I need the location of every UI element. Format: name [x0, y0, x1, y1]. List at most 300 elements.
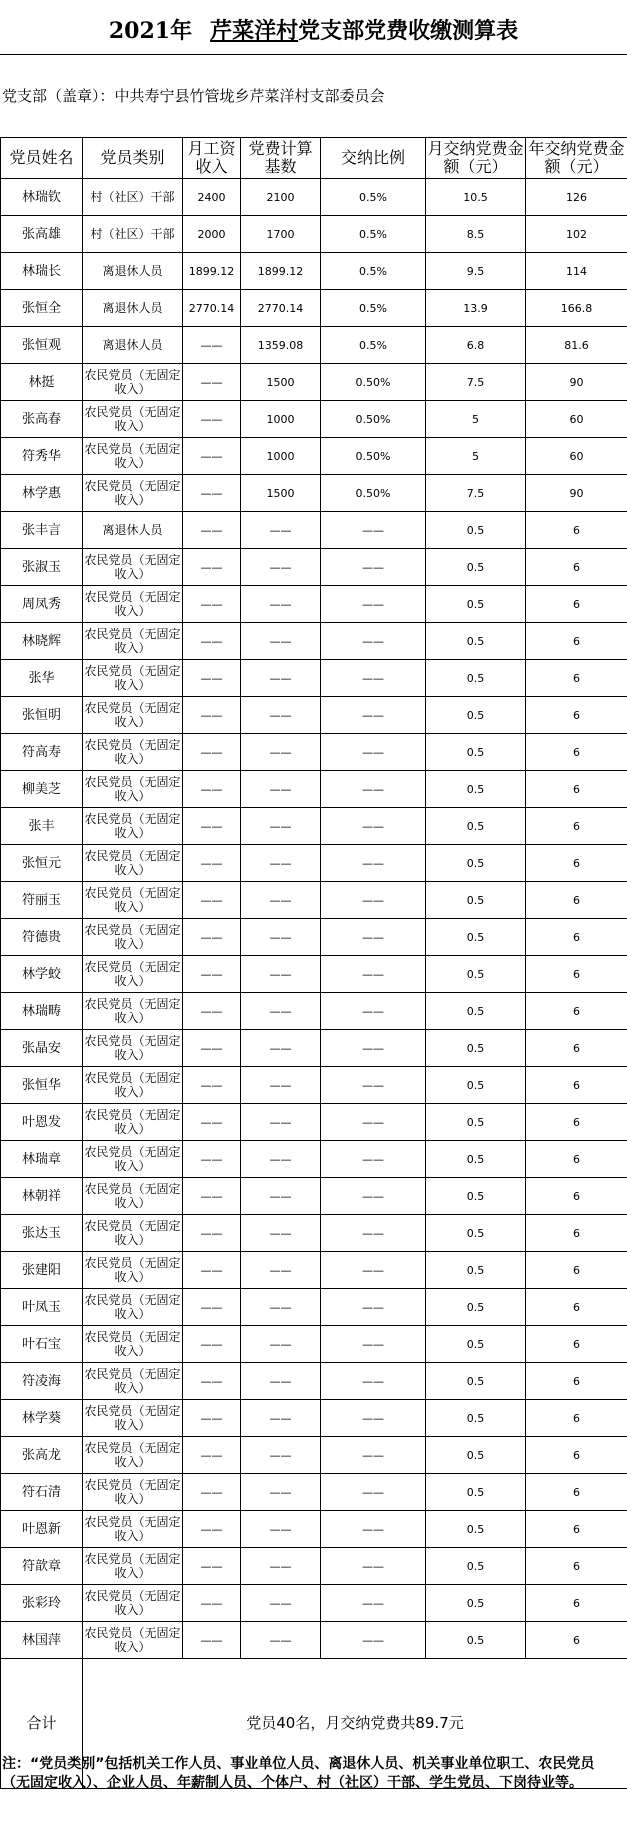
- monthly-fee: 0.5: [426, 549, 526, 586]
- monthly-income: ——: [183, 1437, 241, 1474]
- monthly-fee: 0.5: [426, 1252, 526, 1289]
- fee-base: ——: [241, 1289, 321, 1326]
- yearly-fee: 6: [526, 623, 627, 660]
- monthly-fee: 0.5: [426, 1030, 526, 1067]
- member-name: 张恒观: [1, 327, 83, 364]
- member-category: 农民党员（无固定收入）: [83, 1141, 183, 1178]
- monthly-income: ——: [183, 327, 241, 364]
- yearly-fee: 6: [526, 1289, 627, 1326]
- yearly-fee: 6: [526, 1326, 627, 1363]
- yearly-fee: 114: [526, 253, 627, 290]
- monthly-fee: 10.5: [426, 179, 526, 216]
- yearly-fee: 6: [526, 586, 627, 623]
- monthly-income: ——: [183, 734, 241, 771]
- yearly-fee: 166.8: [526, 290, 627, 327]
- fee-base: ——: [241, 512, 321, 549]
- monthly-income: ——: [183, 1215, 241, 1252]
- member-category: 农民党员（无固定收入）: [83, 1326, 183, 1363]
- fee-base: ——: [241, 1437, 321, 1474]
- fee-base: ——: [241, 845, 321, 882]
- fee-table: [0, 137, 627, 1789]
- member-category: 农民党员（无固定收入）: [83, 845, 183, 882]
- pay-ratio: ——: [321, 956, 426, 993]
- total-summary: 党员40名，月交纳党费共89.7元: [83, 1659, 627, 1789]
- fee-base: ——: [241, 697, 321, 734]
- table-row: [1, 549, 627, 586]
- monthly-income: ——: [183, 1326, 241, 1363]
- monthly-income: ——: [183, 697, 241, 734]
- table-row: [1, 882, 627, 919]
- pay-ratio: ——: [321, 1437, 426, 1474]
- member-name: 叶凤玉: [1, 1289, 83, 1326]
- header-name: 党员姓名: [1, 138, 83, 179]
- monthly-income: ——: [183, 1141, 241, 1178]
- table-row: [1, 993, 627, 1030]
- yearly-fee: 6: [526, 660, 627, 697]
- pay-ratio: 0.50%: [321, 438, 426, 475]
- table-row: [1, 1141, 627, 1178]
- table-row: [1, 1178, 627, 1215]
- fee-base: ——: [241, 1067, 321, 1104]
- fee-base: ——: [241, 808, 321, 845]
- member-category: 农民党员（无固定收入）: [83, 364, 183, 401]
- monthly-income: ——: [183, 1289, 241, 1326]
- monthly-fee: 0.5: [426, 1215, 526, 1252]
- table-row: [1, 1252, 627, 1289]
- yearly-fee: 6: [526, 1141, 627, 1178]
- member-category: 农民党员（无固定收入）: [83, 1067, 183, 1104]
- yearly-fee: 6: [526, 1622, 627, 1659]
- member-name: 张高龙: [1, 1437, 83, 1474]
- table-row: [1, 1104, 627, 1141]
- monthly-fee: 5: [426, 401, 526, 438]
- member-category: 农民党员（无固定收入）: [83, 734, 183, 771]
- yearly-fee: 102: [526, 216, 627, 253]
- monthly-income: ——: [183, 1104, 241, 1141]
- pay-ratio: ——: [321, 1585, 426, 1622]
- pay-ratio: 0.5%: [321, 290, 426, 327]
- yearly-fee: 6: [526, 808, 627, 845]
- fee-base: ——: [241, 882, 321, 919]
- branch-label: 党支部（盖章）: [2, 87, 100, 105]
- monthly-fee: 7.5: [426, 364, 526, 401]
- yearly-fee: 6: [526, 1252, 627, 1289]
- table-row: [1, 1363, 627, 1400]
- header-base: 党费计算基数: [241, 138, 321, 179]
- yearly-fee: 90: [526, 475, 627, 512]
- member-name: 符高寿: [1, 734, 83, 771]
- fee-base: ——: [241, 1548, 321, 1585]
- member-category: 农民党员（无固定收入）: [83, 475, 183, 512]
- monthly-income: ——: [183, 1511, 241, 1548]
- monthly-income: ——: [183, 771, 241, 808]
- member-category: 农民党员（无固定收入）: [83, 882, 183, 919]
- pay-ratio: 0.5%: [321, 179, 426, 216]
- fee-base: ——: [241, 1141, 321, 1178]
- yearly-fee: 6: [526, 549, 627, 586]
- table-row: [1, 1030, 627, 1067]
- yearly-fee: 6: [526, 1030, 627, 1067]
- table-row: [1, 734, 627, 771]
- fee-base: 2100: [241, 179, 321, 216]
- yearly-fee: 6: [526, 919, 627, 956]
- member-category: 农民党员（无固定收入）: [83, 956, 183, 993]
- fee-base: ——: [241, 1215, 321, 1252]
- footnote: 注：“党员类别”包括机关工作人员、事业单位人员、离退休人员、机关事业单位职工、农民党员（无固定收入）、企业人员、年薪制人员、个体户、村（社区）干部、学生党员、下岗待业等。: [2, 1756, 595, 1791]
- monthly-income: 2400: [183, 179, 241, 216]
- monthly-income: ——: [183, 1622, 241, 1659]
- member-name: 林瑞畴: [1, 993, 83, 1030]
- monthly-fee: 0.5: [426, 512, 526, 549]
- member-category: 离退休人员: [83, 253, 183, 290]
- monthly-income: ——: [183, 623, 241, 660]
- monthly-fee: 0.5: [426, 1548, 526, 1585]
- yearly-fee: 6: [526, 1474, 627, 1511]
- member-name: 张恒全: [1, 290, 83, 327]
- yearly-fee: 60: [526, 438, 627, 475]
- monthly-income: ——: [183, 919, 241, 956]
- member-name: 张恒元: [1, 845, 83, 882]
- table-row: [1, 845, 627, 882]
- pay-ratio: ——: [321, 1030, 426, 1067]
- monthly-fee: 0.5: [426, 882, 526, 919]
- monthly-fee: 13.9: [426, 290, 526, 327]
- pay-ratio: ——: [321, 549, 426, 586]
- member-category: 农民党员（无固定收入）: [83, 1474, 183, 1511]
- pay-ratio: ——: [321, 919, 426, 956]
- member-name: 林挺: [1, 364, 83, 401]
- monthly-fee: 0.5: [426, 1400, 526, 1437]
- member-category: 农民党员（无固定收入）: [83, 623, 183, 660]
- member-category: 农民党员（无固定收入）: [83, 919, 183, 956]
- pay-ratio: ——: [321, 1363, 426, 1400]
- member-category: 农民党员（无固定收入）: [83, 771, 183, 808]
- member-name: 张建阳: [1, 1252, 83, 1289]
- member-name: 叶恩发: [1, 1104, 83, 1141]
- pay-ratio: ——: [321, 1548, 426, 1585]
- monthly-fee: 0.5: [426, 697, 526, 734]
- pay-ratio: ——: [321, 1178, 426, 1215]
- fee-base: ——: [241, 993, 321, 1030]
- monthly-fee: 0.5: [426, 1363, 526, 1400]
- yearly-fee: 6: [526, 1585, 627, 1622]
- member-category: 农民党员（无固定收入）: [83, 1215, 183, 1252]
- table-row: [1, 179, 627, 216]
- member-category: 农民党员（无固定收入）: [83, 1178, 183, 1215]
- member-category: 农民党员（无固定收入）: [83, 1511, 183, 1548]
- monthly-fee: 0.5: [426, 1141, 526, 1178]
- member-category: 农民党员（无固定收入）: [83, 1104, 183, 1141]
- yearly-fee: 81.6: [526, 327, 627, 364]
- pay-ratio: ——: [321, 1289, 426, 1326]
- member-category: 农民党员（无固定收入）: [83, 1437, 183, 1474]
- member-name: 叶恩新: [1, 1511, 83, 1548]
- yearly-fee: 6: [526, 1215, 627, 1252]
- monthly-fee: 0.5: [426, 1622, 526, 1659]
- monthly-income: ——: [183, 956, 241, 993]
- table-row: [1, 660, 627, 697]
- header-row: [1, 138, 627, 179]
- member-name: 叶石宝: [1, 1326, 83, 1363]
- member-name: 林朝祥: [1, 1178, 83, 1215]
- fee-base: ——: [241, 1363, 321, 1400]
- monthly-income: ——: [183, 808, 241, 845]
- table-row: [1, 1400, 627, 1437]
- monthly-fee: 0.5: [426, 1326, 526, 1363]
- member-name: 林瑞章: [1, 1141, 83, 1178]
- member-name: 张华: [1, 660, 83, 697]
- pay-ratio: ——: [321, 1474, 426, 1511]
- pay-ratio: ——: [321, 623, 426, 660]
- yearly-fee: 6: [526, 512, 627, 549]
- table-row: [1, 512, 627, 549]
- monthly-fee: 0.5: [426, 1474, 526, 1511]
- monthly-fee: 0.5: [426, 771, 526, 808]
- table-row: [1, 253, 627, 290]
- monthly-income: ——: [183, 364, 241, 401]
- member-name: 林晓辉: [1, 623, 83, 660]
- yearly-fee: 6: [526, 1104, 627, 1141]
- member-category: 村（社区）干部: [83, 179, 183, 216]
- pay-ratio: 0.50%: [321, 475, 426, 512]
- yearly-fee: 6: [526, 697, 627, 734]
- monthly-fee: 0.5: [426, 808, 526, 845]
- pay-ratio: ——: [321, 1400, 426, 1437]
- monthly-fee: 9.5: [426, 253, 526, 290]
- member-name: 林学蛟: [1, 956, 83, 993]
- branch-value: ：中共寿宁县竹管垅乡芹菜洋村支部委员会: [99, 87, 385, 105]
- monthly-fee: 5: [426, 438, 526, 475]
- table-row: [1, 216, 627, 253]
- monthly-fee: 0.5: [426, 734, 526, 771]
- member-name: 符凌海: [1, 1363, 83, 1400]
- member-name: 符歆章: [1, 1548, 83, 1585]
- fee-base: ——: [241, 1474, 321, 1511]
- yearly-fee: 6: [526, 1548, 627, 1585]
- table-row: [1, 1511, 627, 1548]
- member-name: 张恒明: [1, 697, 83, 734]
- table-row: [1, 1067, 627, 1104]
- pay-ratio: ——: [321, 1067, 426, 1104]
- table-row: [1, 808, 627, 845]
- fee-base: ——: [241, 660, 321, 697]
- member-category: 农民党员（无固定收入）: [83, 993, 183, 1030]
- monthly-income: ——: [183, 1252, 241, 1289]
- fee-base: ——: [241, 1585, 321, 1622]
- table-row: [1, 623, 627, 660]
- table-row: [1, 771, 627, 808]
- yearly-fee: 6: [526, 993, 627, 1030]
- member-category: 农民党员（无固定收入）: [83, 660, 183, 697]
- member-category: 农民党员（无固定收入）: [83, 808, 183, 845]
- member-name: 柳美芝: [1, 771, 83, 808]
- yearly-fee: 6: [526, 1511, 627, 1548]
- pay-ratio: ——: [321, 1141, 426, 1178]
- pay-ratio: ——: [321, 993, 426, 1030]
- member-category: 农民党员（无固定收入）: [83, 1030, 183, 1067]
- table-row: [1, 1437, 627, 1474]
- member-name: 张达玉: [1, 1215, 83, 1252]
- monthly-income: ——: [183, 660, 241, 697]
- monthly-fee: 0.5: [426, 993, 526, 1030]
- member-category: 农民党员（无固定收入）: [83, 1548, 183, 1585]
- yearly-fee: 6: [526, 1400, 627, 1437]
- fee-base: ——: [241, 919, 321, 956]
- monthly-fee: 0.5: [426, 623, 526, 660]
- pay-ratio: 0.5%: [321, 216, 426, 253]
- fee-base: 1000: [241, 401, 321, 438]
- yearly-fee: 6: [526, 882, 627, 919]
- monthly-fee: 6.8: [426, 327, 526, 364]
- table-row: [1, 919, 627, 956]
- member-category: 农民党员（无固定收入）: [83, 586, 183, 623]
- member-name: 张恒华: [1, 1067, 83, 1104]
- member-name: 张淑玉: [1, 549, 83, 586]
- member-category: 农民党员（无固定收入）: [83, 1252, 183, 1289]
- member-category: 农民党员（无固定收入）: [83, 1622, 183, 1659]
- monthly-income: ——: [183, 512, 241, 549]
- monthly-income: ——: [183, 1585, 241, 1622]
- header-ratio: 交纳比例: [321, 138, 426, 179]
- member-category: 农民党员（无固定收入）: [83, 697, 183, 734]
- yearly-fee: 126: [526, 179, 627, 216]
- member-category: 农民党员（无固定收入）: [83, 1400, 183, 1437]
- branch-line: [2, 86, 385, 106]
- table-row: [1, 586, 627, 623]
- table-row: [1, 1548, 627, 1585]
- monthly-fee: 0.5: [426, 956, 526, 993]
- monthly-income: ——: [183, 845, 241, 882]
- title-rest: 党支部党费收缴测算表: [298, 18, 519, 44]
- monthly-fee: 0.5: [426, 586, 526, 623]
- pay-ratio: 0.50%: [321, 401, 426, 438]
- table-row: [1, 438, 627, 475]
- fee-base: ——: [241, 1326, 321, 1363]
- monthly-income: ——: [183, 1548, 241, 1585]
- fee-base: ——: [241, 1622, 321, 1659]
- table-row: [1, 1585, 627, 1622]
- table-row: [1, 401, 627, 438]
- member-name: 张丰: [1, 808, 83, 845]
- member-category: 农民党员（无固定收入）: [83, 549, 183, 586]
- yearly-fee: 6: [526, 734, 627, 771]
- table-row: [1, 327, 627, 364]
- header-income: 月工资收入: [183, 138, 241, 179]
- pay-ratio: ——: [321, 697, 426, 734]
- pay-ratio: 0.50%: [321, 364, 426, 401]
- member-name: 张高春: [1, 401, 83, 438]
- monthly-fee: 0.5: [426, 1104, 526, 1141]
- table-row: [1, 290, 627, 327]
- member-category: 离退休人员: [83, 512, 183, 549]
- fee-base: ——: [241, 956, 321, 993]
- header-yearly: 年交纳党费金额（元）: [526, 138, 627, 179]
- yearly-fee: 6: [526, 1178, 627, 1215]
- table-row: [1, 1326, 627, 1363]
- monthly-fee: 0.5: [426, 1067, 526, 1104]
- yearly-fee: 6: [526, 1437, 627, 1474]
- table-row: [1, 1474, 627, 1511]
- monthly-income: 2770.14: [183, 290, 241, 327]
- monthly-fee: 8.5: [426, 216, 526, 253]
- pay-ratio: ——: [321, 660, 426, 697]
- fee-base: ——: [241, 1252, 321, 1289]
- monthly-fee: 0.5: [426, 660, 526, 697]
- monthly-income: ——: [183, 882, 241, 919]
- monthly-income: ——: [183, 1474, 241, 1511]
- table-row: [1, 475, 627, 512]
- monthly-income: ——: [183, 549, 241, 586]
- pay-ratio: ——: [321, 512, 426, 549]
- yearly-fee: 60: [526, 401, 627, 438]
- pay-ratio: ——: [321, 1252, 426, 1289]
- yearly-fee: 6: [526, 956, 627, 993]
- fee-base: 1500: [241, 475, 321, 512]
- pay-ratio: ——: [321, 1511, 426, 1548]
- monthly-income: ——: [183, 438, 241, 475]
- table-row: [1, 697, 627, 734]
- monthly-income: ——: [183, 1030, 241, 1067]
- member-category: 村（社区）干部: [83, 216, 183, 253]
- fee-base: ——: [241, 1400, 321, 1437]
- header-category: 党员类别: [83, 138, 183, 179]
- yearly-fee: 6: [526, 1067, 627, 1104]
- yearly-fee: 6: [526, 1363, 627, 1400]
- member-name: 林学葵: [1, 1400, 83, 1437]
- monthly-income: 2000: [183, 216, 241, 253]
- member-category: 农民党员（无固定收入）: [83, 1363, 183, 1400]
- title-divider: [0, 54, 627, 55]
- fee-base: ——: [241, 1104, 321, 1141]
- table-row: [1, 1622, 627, 1659]
- pay-ratio: ——: [321, 586, 426, 623]
- title-village: 芹菜洋村: [210, 18, 299, 44]
- table-row: [1, 364, 627, 401]
- pay-ratio: ——: [321, 1215, 426, 1252]
- fee-base: ——: [241, 586, 321, 623]
- member-name: 林国萍: [1, 1622, 83, 1659]
- pay-ratio: 0.5%: [321, 327, 426, 364]
- monthly-fee: 0.5: [426, 1178, 526, 1215]
- fee-base: 1359.08: [241, 327, 321, 364]
- member-name: 符丽玉: [1, 882, 83, 919]
- table-row: [1, 1289, 627, 1326]
- member-name: 林瑞钦: [1, 179, 83, 216]
- pay-ratio: ——: [321, 771, 426, 808]
- pay-ratio: ——: [321, 734, 426, 771]
- pay-ratio: ——: [321, 1104, 426, 1141]
- monthly-income: ——: [183, 1363, 241, 1400]
- fee-base: 1899.12: [241, 253, 321, 290]
- fee-base: 1500: [241, 364, 321, 401]
- fee-base: ——: [241, 734, 321, 771]
- monthly-income: ——: [183, 1178, 241, 1215]
- fee-base: ——: [241, 1178, 321, 1215]
- title-year: 2021年: [108, 18, 193, 44]
- member-name: 张晶安: [1, 1030, 83, 1067]
- member-name: 符秀华: [1, 438, 83, 475]
- header-monthly: 月交纳党费金额（元）: [426, 138, 526, 179]
- member-category: 农民党员（无固定收入）: [83, 401, 183, 438]
- yearly-fee: 6: [526, 771, 627, 808]
- member-name: 符石清: [1, 1474, 83, 1511]
- monthly-fee: 0.5: [426, 1437, 526, 1474]
- member-name: 周凤秀: [1, 586, 83, 623]
- monthly-fee: 0.5: [426, 845, 526, 882]
- table-body: [1, 179, 627, 1659]
- table-row: [1, 1215, 627, 1252]
- monthly-income: ——: [183, 1067, 241, 1104]
